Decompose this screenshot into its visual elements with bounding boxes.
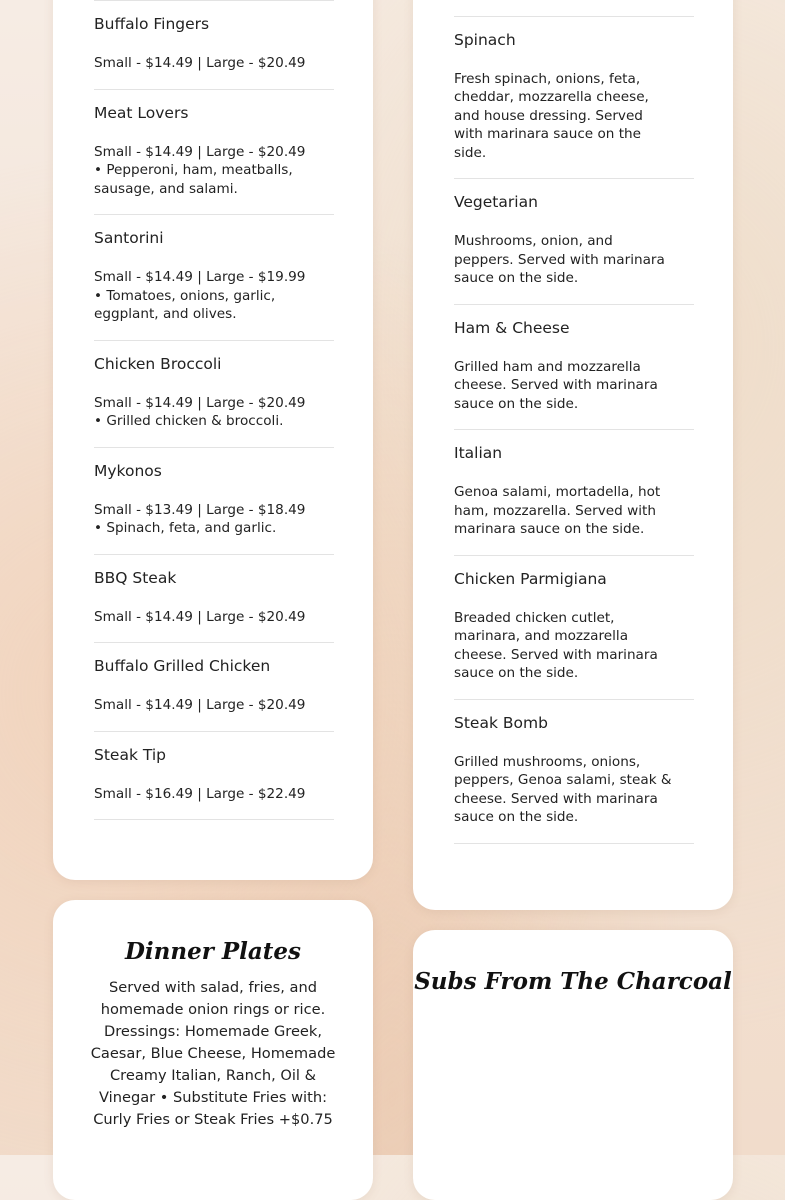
menu-item-name: BBQ Steak — [94, 568, 177, 587]
menu-item-description: Small - $14.49 | Large - $19.99 • Tomatoes, onions, garlic, eggplant, and olives. — [94, 269, 306, 322]
menu-item-name: Ham & Cheese — [454, 318, 570, 337]
section-title: Dinner Plates — [124, 938, 302, 965]
menu-card-right — [413, 0, 733, 910]
menu-item — [454, 179, 694, 305]
menu-item-name: Italian — [454, 444, 503, 462]
menu-item-description: Grilled ham and mozzarella cheese. Served with marinara sauce on the side. — [454, 358, 658, 412]
menu-item-list — [94, 0, 334, 820]
menu-item — [94, 732, 334, 821]
menu-item-description: Mushrooms, onion, and peppers. Served with marinara sauce on the side. — [454, 233, 665, 286]
menu-item-name: Chicken Broccoli — [94, 354, 222, 373]
menu-item-name: Buffalo Fingers — [94, 15, 210, 33]
menu-item — [454, 0, 694, 17]
menu-item — [94, 0, 334, 90]
menu-item-description: Small - $14.49 | Large - $20.49 — [94, 697, 306, 713]
menu-item — [454, 17, 694, 180]
menu-item-name: Santorini — [94, 229, 164, 247]
menu-item-description: Small - $14.49 | Large - $20.49 — [94, 55, 306, 71]
menu-item — [454, 430, 694, 556]
menu-item — [94, 215, 334, 341]
menu-item-description: Small - $14.49 | Large - $20.49 • Grilled chicken & broccoli. — [94, 394, 306, 429]
menu-item — [94, 555, 334, 644]
menu-item-name: Steak Tip — [94, 745, 166, 764]
section-description: Served with salad, fries, and homemade onion rings or rice. Dressings: Homemade Greek, Caesar, Blue Cheese, Homemade Creamy Italian, Ranch, Oil & Vinegar • Substitute Fries with: Curly Fries or Steak Fries +$0.75 — [90, 979, 336, 1128]
menu-item-name: Vegetarian — [454, 193, 538, 211]
menu-item-name: Chicken Parmigiana — [454, 569, 607, 588]
menu-item — [454, 305, 694, 431]
menu-item-description: Small - $14.49 | Large - $20.49 • Pepperoni, ham, meatballs, sausage, and salami. — [94, 143, 306, 197]
menu-item — [94, 341, 334, 448]
menu-item — [454, 556, 694, 700]
menu-item-description: Genoa salami, mortadella, hot ham, mozzarella. Served with marinara sauce on the side. — [454, 484, 661, 537]
menu-card-left — [53, 0, 373, 880]
menu-item-description: Fresh spinach, onions, feta, cheddar, mozzarella cheese, and house dressing. Served with marinara sauce on the side. — [454, 70, 649, 161]
menu-item — [94, 448, 334, 555]
menu-item-description: Small - $13.49 | Large - $18.49 • Spinach, feta, and garlic. — [94, 501, 306, 536]
menu-item-name: Buffalo Grilled Chicken — [94, 657, 271, 675]
menu-item-name: Mykonos — [94, 461, 162, 480]
section-title: Subs From The Charcoal — [414, 968, 732, 995]
menu-item-description: Small - $16.49 | Large - $22.49 — [94, 785, 306, 802]
dinner-plates-card — [53, 900, 373, 1200]
menu-item-description: Grilled mushrooms, onions, peppers, Genoa salami, steak & cheese. Served with marinara sauce on the side. — [454, 753, 672, 825]
menu-item — [94, 643, 334, 732]
menu-item-list — [454, 0, 694, 844]
menu-item-name: Meat Lovers — [94, 103, 189, 122]
menu-item-name: Spinach — [454, 30, 516, 49]
menu-item — [454, 700, 694, 844]
menu-item-description: Breaded chicken cutlet, marinara, and mozzarella cheese. Served with marinara sauce on the side. — [454, 609, 658, 681]
menu-item-description: Small - $14.49 | Large - $20.49 — [94, 608, 306, 625]
menu-item — [94, 90, 334, 216]
menu-item-description — [454, 0, 694, 16]
subs-card — [413, 930, 733, 1200]
menu-item-name: Steak Bomb — [454, 713, 548, 732]
